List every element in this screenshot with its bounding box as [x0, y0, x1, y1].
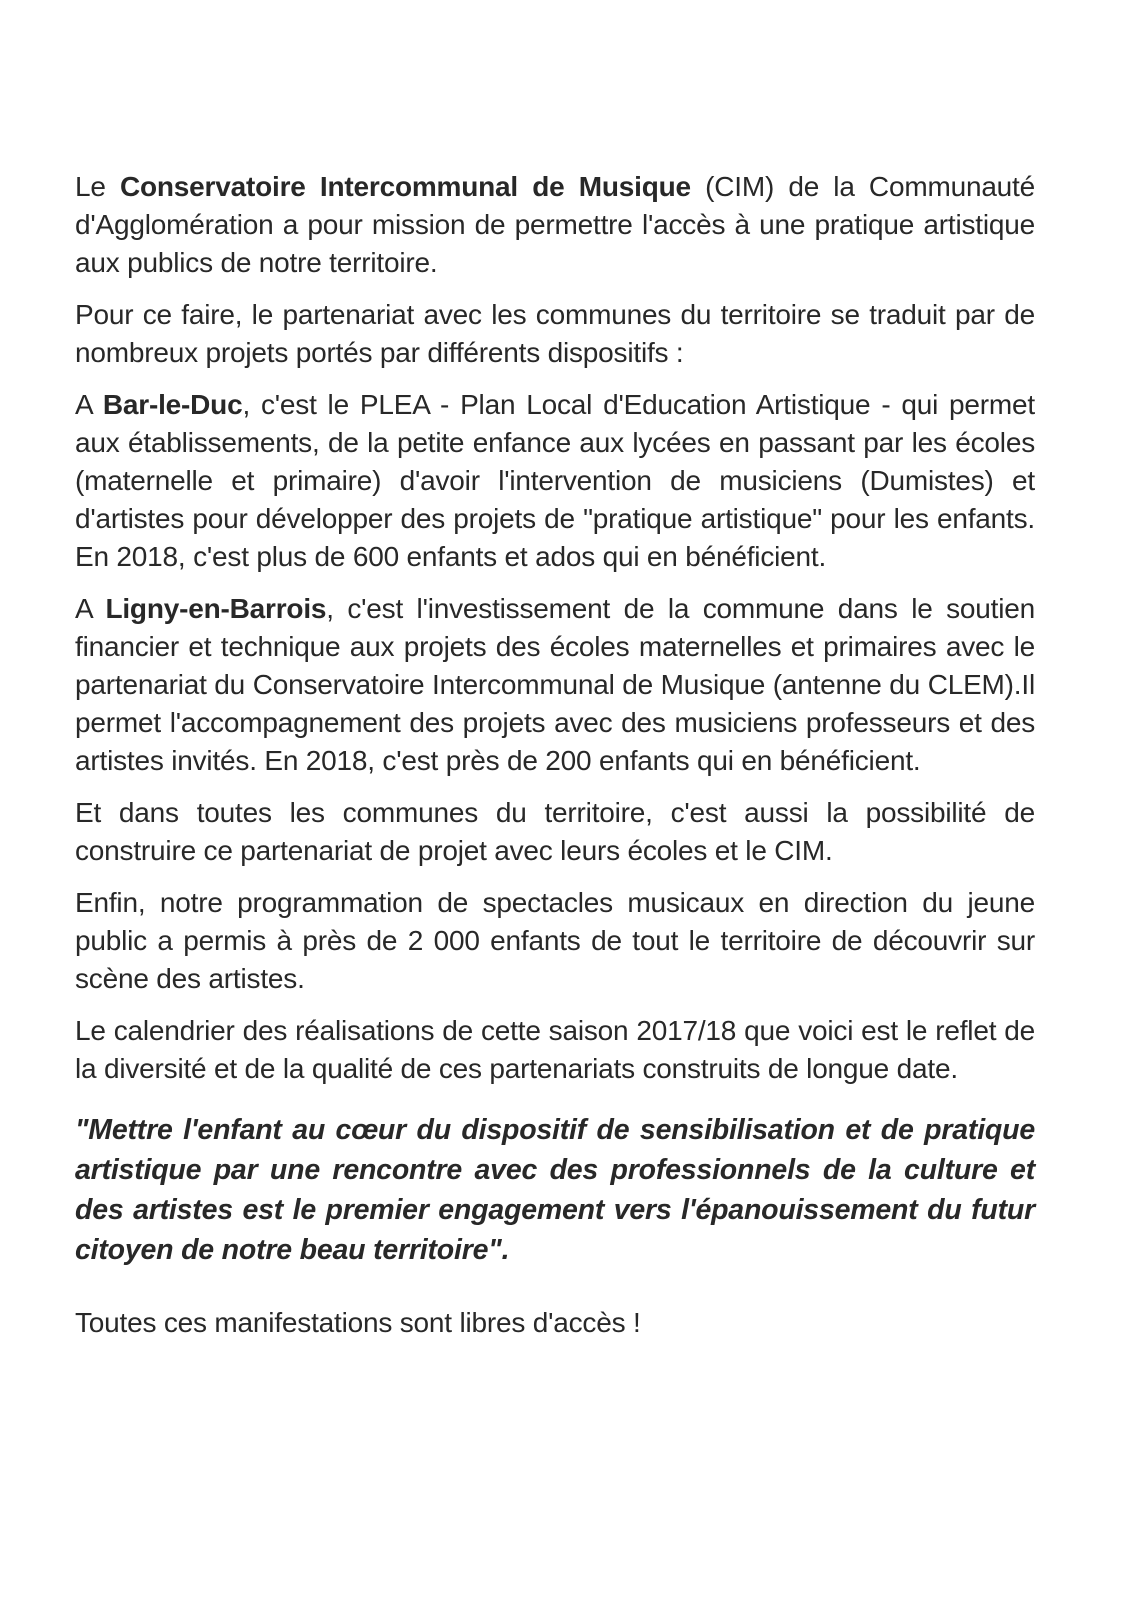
closing-text: Toutes ces manifestations sont libres d'accès ! — [75, 1307, 641, 1338]
text-segment: Enfin, notre programmation de spectacles musicaux en direction du jeune public a permis à près de 2 000 enfants de tout le territoire de découvrir sur scène des artistes. — [75, 887, 1035, 994]
text-segment: Pour ce faire, le partenariat avec les communes du territoire se traduit par de nombreux projets portés par différents dispositifs : — [75, 299, 1035, 368]
bold-term-ligny-en-barrois: Ligny-en-Barrois — [105, 593, 327, 624]
intro-paragraph — [75, 168, 1035, 282]
bold-term-conservatoire: Conservatoire Intercommunal de Musique — [119, 171, 691, 202]
calendrier-paragraph — [75, 1012, 1035, 1088]
text-segment: Le — [75, 171, 120, 202]
quote-text: "Mettre l'enfant au cœur du dispositif de sensibilisation et de pratique artistique par une rencontre avec des professionnels de la culture et des artistes est le premier engagement vers l'épanouissement du futur citoyen de notre beau territoire". — [75, 1114, 1035, 1266]
text-segment: A — [75, 593, 106, 624]
text-segment: Et dans toutes les communes du territoire, c'est aussi la possibilité de construire ce partenariat de projet avec leurs écoles et le CIM. — [75, 797, 1035, 866]
bar-le-duc-paragraph — [75, 386, 1035, 576]
text-segment: , c'est l'investissement de la commune dans le soutien financier et technique aux projets des écoles maternelles et primaires avec le partenariat du Conservatoire Intercommunal de Musique (antenne du CLEM).Il permet l'accompagnement des projets avec des musiciens professeurs et des artistes invités. En 2018, c'est près de 200 enfants qui en bénéficient. — [75, 593, 1035, 776]
text-segment: , c'est le PLEA - Plan Local d'Education Artistique - qui permet aux établissements, de la petite enfance aux lycées en passant par les écoles (maternelle et primaire) d'avoir l'intervention de musiciens (Dumistes) et d'artistes pour développer des projets de "pratique artistique" pour les enfants. En 2018, c'est plus de 600 enfants et ados qui en bénéficient. — [75, 389, 1035, 572]
quote-paragraph — [75, 1110, 1035, 1270]
text-segment: Le calendrier des réalisations de cette saison 2017/18 que voici est le reflet de la diversité et de la qualité de ces partenariats construits de longue date. — [75, 1015, 1035, 1084]
closing-line — [75, 1304, 1035, 1342]
text-segment: (CIM) de la Communauté d'Agglomération a pour mission de permettre l'accès à une pratique artistique aux publics de notre territoire. — [75, 171, 1036, 278]
bold-term-bar-le-duc: Bar-le-Duc — [102, 389, 243, 420]
partenariat-paragraph — [75, 296, 1035, 372]
programmation-paragraph — [75, 884, 1035, 998]
ligny-en-barrois-paragraph — [75, 590, 1035, 780]
communes-paragraph — [75, 794, 1035, 870]
text-block — [75, 168, 1035, 1342]
text-segment: A — [75, 389, 103, 420]
